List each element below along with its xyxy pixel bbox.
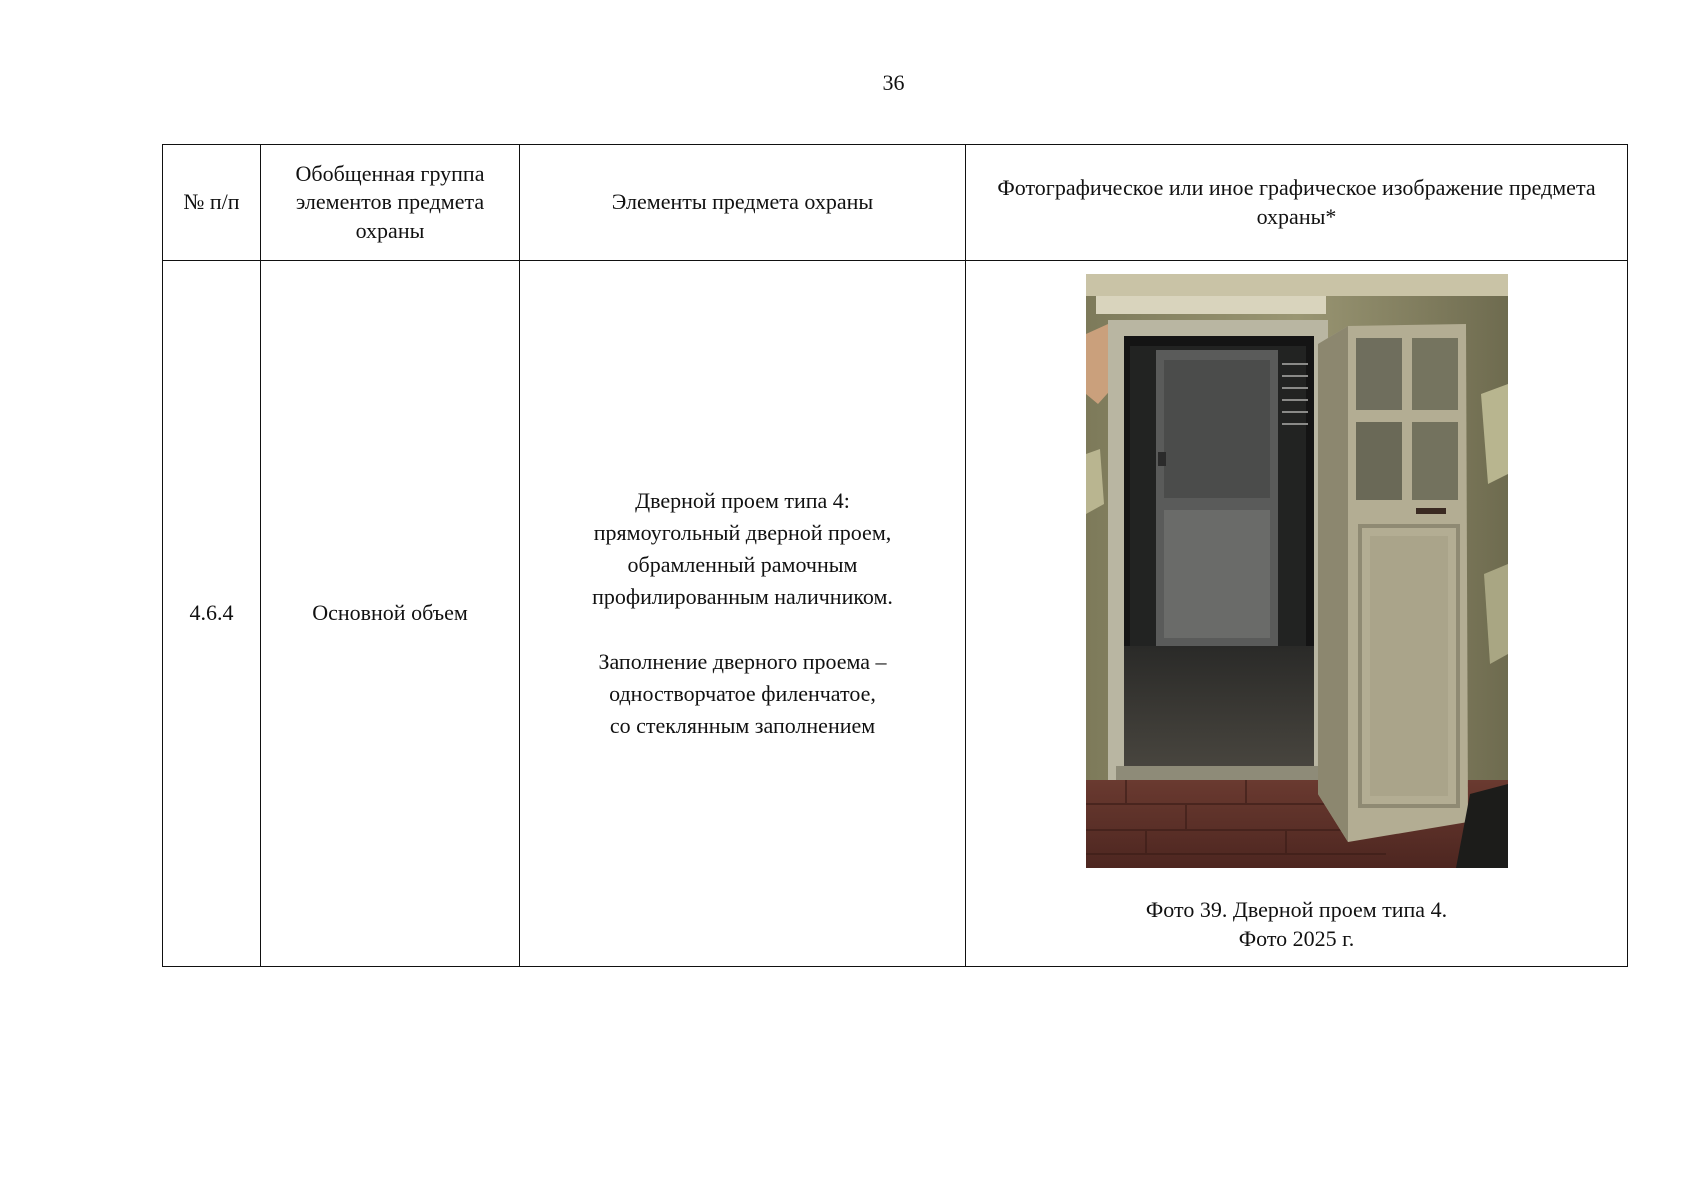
cell-group: Основной объем: [261, 261, 520, 967]
cell-number: 4.6.4: [163, 261, 261, 967]
protection-table: [162, 144, 1628, 967]
elements-line: прямоугольный дверной проем,: [593, 520, 892, 546]
caption-line: Фото 2025 г.: [1238, 925, 1355, 951]
caption-line: Фото 39. Дверной проем типа 4.: [1145, 896, 1448, 922]
photo-caption: [976, 896, 1617, 953]
elements-line: Дверной проем типа 4:: [635, 488, 850, 514]
table-header-row: [163, 145, 1628, 261]
elements-line: со стеклянным заполнением: [609, 712, 876, 738]
elements-line: одностворчатое филенчатое,: [609, 680, 876, 706]
cell-elements: [520, 261, 966, 967]
header-group: Обобщенная группа элементов предмета охраны: [261, 145, 520, 261]
elements-description: [530, 485, 955, 741]
header-elements: Элементы предмета охраны: [520, 145, 966, 261]
elements-line: обрамленный рамочным: [627, 552, 858, 578]
elements-line: Заполнение дверного проема –: [598, 648, 887, 674]
table-row: [163, 261, 1628, 967]
elements-line: профилированным наличником.: [592, 584, 893, 610]
cell-photo: [966, 261, 1628, 967]
doorway-photo: [1086, 274, 1508, 868]
header-image: Фотографическое или иное графическое изображение предмета охраны*: [966, 145, 1628, 261]
page-number: 36: [882, 70, 905, 95]
header-number: № п/п: [163, 145, 261, 261]
